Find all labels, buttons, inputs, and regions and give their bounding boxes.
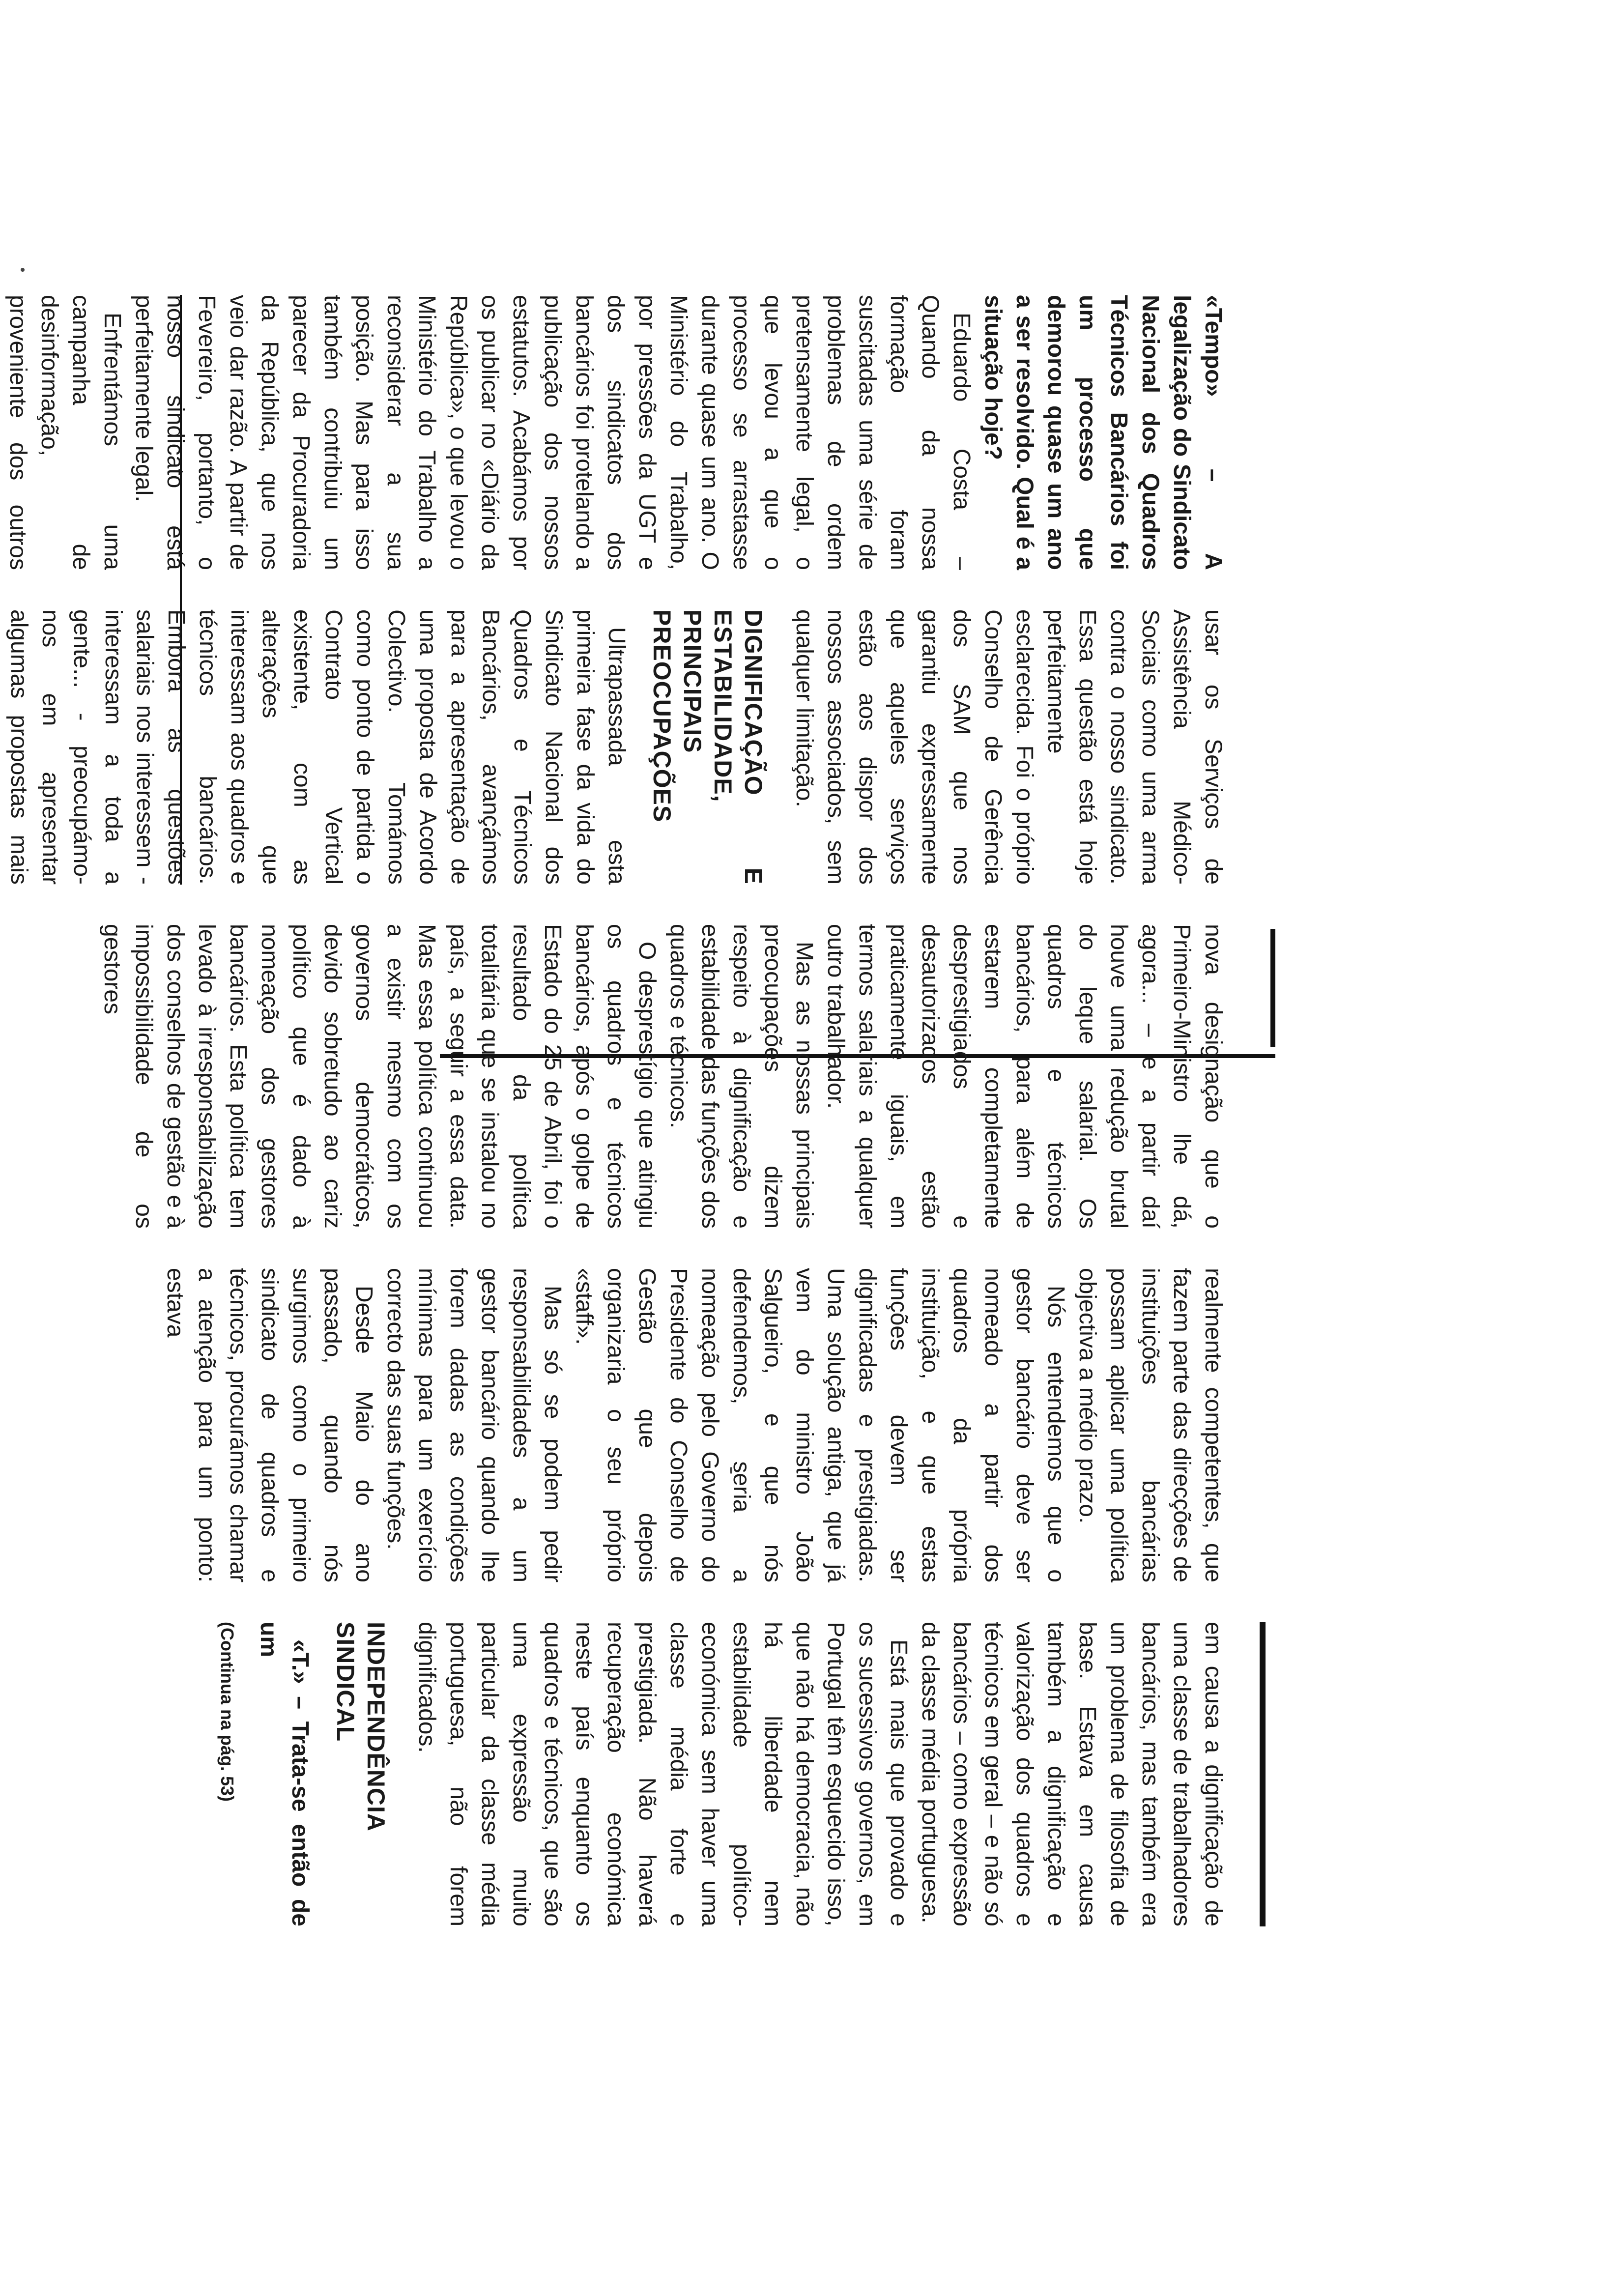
section-heading: DIGNIFICAÇÃO E ESTABILIDADE, PRINCIPAIS PREOCUPAÇÕES	[648, 609, 767, 885]
article-body	[5, 295, 1229, 1966]
column-1	[0, 295, 1229, 570]
paragraph: Está mais que provado e os sucessivos governos, em Portugal têm esquecido isso, que não há democracia, não há liberdade nem estabilidade político-económica sem haver uma classe média forte e prestigiada. Não haverá recuperação económica neste país enquanto os quadros e técnicos, que são uma expressão muito particular da classe média portuguesa, não forem dignificados.	[414, 1622, 912, 1926]
paragraph: Nós entendemos que o gestor bancário deve ser nomeado a partir dos quadros da própria instituição, e que estas funções devem ser dignificadas e prestigiadas. Uma solução antiga, que já vem do ministro João Salgueiro, e que nós defendemos, seria a nomeação pelo Governo do Presidente do Conselho de Gestão que depois organizaria o seu próprio «staff».	[571, 1268, 1069, 1582]
continuation-note: (Continua na pág. 53)	[217, 1622, 237, 1802]
column-5	[211, 1622, 1229, 1926]
section-heading: INDEPENDÊNCIA SINDICAL	[332, 1622, 390, 1832]
paragraph: realmente competentes, que fazem parte das direcções de instituições bancárias possam aplicar uma política objectiva a médio prazo.	[1074, 1268, 1226, 1582]
column-4	[159, 1268, 1229, 1582]
interview-question: «Tempo» – A legalização do Sindicato Nacional dos Quadros Técnicos Bancários foi um processo que demorou quase um ano a ser resolvido. Qual é a situação hoje?	[980, 295, 1226, 570]
interview-question: «T.» – Trata-se então de um	[256, 1622, 313, 1926]
paragraph: usar os Serviços de Assistência Médico-Sociais como uma arma contra o nosso sindicato. Essa questão está hoje perfeitamente esclarecida. Foi o próprio Conselho de Gerência dos SAM que nos garantiu expressamente que aqueles serviços estão aos dispor dos nossos associados, sem qualquer limitação.	[791, 609, 1226, 885]
scan-speck	[21, 268, 25, 272]
paragraph: Mas as nossas principais preocupações dizem respeito à dignificação e estabilidade das funções dos quadros e técnicos.	[665, 924, 817, 1229]
column-rule-top	[1260, 1622, 1266, 1926]
paragraph: O desprestígio que atingiu os quadros e técnicos bancários, após o golpe de Estado do 25 de Abril, foi o resultado da política totalitária que se instalou no país, a seguir a essa data. Mas essa política continuou a existir mesmo com os governos democráticos, devido sobretudo ao cariz político que é dado à nomeação dos gestores bancários. Esta política tem levado à irresponsabilização dos conselhos de gestão e à impossibilidade de os gestores	[99, 924, 660, 1229]
paragraph: Eduardo Costa – Quando da nossa formação foram suscitadas uma série de problemas de ordem pretensamente legal, o que levou a que o processo se arrastasse durante quase um ano. O Ministério do Trabalho, por pressões da UGT e dos sindicatos dos bancários foi protelando a publicação dos nossos estatutos. Acabámos por os publicar no «Diário da República», o que levou o Ministério do Trabalho a reconsiderar a sua posição. Mas para isso também contribuiu um parecer da Procuradoria da República, que nos veio dar razão. A partir de Fevereiro, portanto, o nosso sindicato está perfeitamente legal.	[131, 295, 975, 570]
column-3	[96, 924, 1229, 1229]
paragraph: Enfrentámos uma campanha de desinformação, proveniente dos outros	[5, 295, 125, 570]
column-2	[0, 609, 1229, 885]
paragraph: Desde Maio do ano passado, quando nós surgimos como o primeiro sindicato de quadros e técnicos, procurámos chamar a atenção para um ponto: estava	[162, 1268, 377, 1582]
paragraph: Mas só se podem pedir responsabilidades a um gestor bancário quando lhe forem dadas as condições mínimas para um exercício correcto das suas funções.	[382, 1268, 566, 1582]
paragraph: Ultrapassada esta primeira fase da vida do Sindicato Nacional dos Quadros e Técnicos Bancários, avançámos para a apresentação de uma proposta de Acordo Colectivo. Tomámos como ponto de partida o Contrato Vertical existente, com as alterações que interessam aos quadros e técnicos bancários. Embora as questões salariais nos interessem - interessam a toda a gente... - preocupámo-nos em apresentar algumas propostas mais	[6, 609, 630, 885]
paragraph: em causa a dignificação de uma classe de trabalhadores bancários, mas também era um problema de filosofia de base. Estava em causa também a dignificação e valorização dos quadros e técnicos em geral – e não só bancários – como expressão da classe média portuguesa.	[917, 1622, 1226, 1926]
paragraph: nova designação que o Primeiro-Ministro lhe dá, agora... – e a partir daí houve uma redução brutal do leque salarial. Os quadros e técnicos bancários, para além de estarem completamente desprestigiados e desautorizados estão praticamente iguais, em termos salariais a qualquer outro trabalhador.	[823, 924, 1226, 1229]
column-rule-horizontal	[1270, 929, 1275, 1047]
